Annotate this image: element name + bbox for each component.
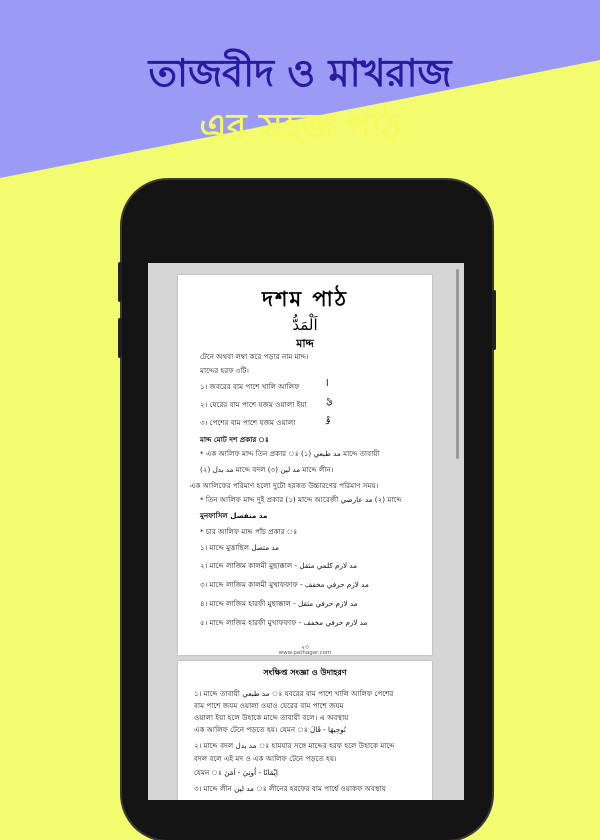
section-heading: মাদ্দ মোট দশ প্রকার ঃ xyxy=(200,435,269,444)
page-subtitle: মাদ্দ xyxy=(296,337,314,350)
arabic-title: اَلْمَدُّ xyxy=(292,316,318,334)
text-line: বাম পাশে জযম ওয়ালা ওয়াও যেরের বাম পাশে জযম xyxy=(194,701,344,710)
page-title: সংক্ষিপ্ত সংজ্ঞা ও উদাহরণ xyxy=(263,668,347,677)
text-line: ২। মাদ্দে লাজিম কালমী মুছাক্কাল - مد لازم كلمي مثقل xyxy=(200,561,357,570)
text-line: মাদ্দের হরফ ৩টি। xyxy=(200,366,250,375)
text-line: ৪। মাদ্দে লাজিম হারফী মুছাক্কাল - مد لازم حرفي مثقل xyxy=(200,599,358,608)
phone-power-button xyxy=(492,290,496,350)
text-line: টেনে অথবা লম্বা করে পড়ার নাম মাদ্দ। xyxy=(200,352,309,361)
text-line: ৩। পেশের বাম পাশে যজম ওয়ালা xyxy=(200,418,296,427)
text-line: এক আলিফ টেনে পড়তে হয়। যেমন ঃ نُوحِيهَا - قَالَ xyxy=(194,725,346,734)
book-page[interactable] xyxy=(178,661,432,800)
text-line: ১। মাদ্দে তাবায়ী مد طبعي ঃ যবরের বাম পাশে খালি আলিফ পেশের xyxy=(194,689,394,698)
text-line: * তিন আলিফ মাদ্দ দুই প্রকার (১) মাদ্দে আরেজী مد عارضي (২) মাদ্দে xyxy=(200,495,402,504)
text-line: ২। মাদ্দে বদল مد بدل ঃ হামযার সঙ্গে মাদ্দের হরফ হলে উহাকে মাদ্দে xyxy=(194,741,395,750)
text-line: এক আলিফের পরিমাণ হলো দুটো হরকত উচ্চারণের পরিমাণ সময়। xyxy=(190,481,379,490)
app-screen[interactable] xyxy=(148,263,464,800)
text-line: * এক আলিফ মাদ্দ তিন প্রকার ঃ (১) مد طبعي মাদ্দে তাবায়ী xyxy=(200,449,380,458)
text-line: ওয়ালা ইয়া হলে উহাকে মাদ্দে তাবায়ী বলে। এ অবস্থায় xyxy=(194,713,349,722)
arabic-letter: وْ xyxy=(326,415,331,425)
phone-volume-button xyxy=(118,262,122,302)
arabic-letter: ا xyxy=(326,379,329,389)
text-line: * চার আলিফ মাদ্দ পাঁচ প্রকার ঃ xyxy=(200,527,298,536)
text-line: ২। যেরের বাম পাশে যজম ওয়ালা ইয়া xyxy=(200,400,307,409)
banner-title: তাজবীদ ও মাখরাজ xyxy=(148,51,452,95)
page-title: দশম পাঠ xyxy=(262,287,348,311)
phone-volume-button xyxy=(118,318,122,358)
website-footer: www.pathagar.com xyxy=(278,650,332,656)
text-line: ৫। মাদ্দে লাজিম হারফী মুখাফফাফ - مد لازم حرفي مخفف xyxy=(200,618,368,627)
arabic-letter: يْ xyxy=(326,397,334,407)
text-line: মুনফাসিল مد منفصل xyxy=(200,511,268,520)
banner-subtitle: এর সহজ পাঠ xyxy=(199,107,401,148)
scrollbar[interactable] xyxy=(456,269,459,459)
page-number: ২৩ xyxy=(301,644,309,651)
text-line: ১। জবরের বাম পাশে খালি আলিফ xyxy=(200,382,300,391)
book-page[interactable] xyxy=(178,275,432,655)
text-line: ৩। মাদ্দে লাজিম কালমী মুখাফফাফ - مد لازم حرفي مخفف xyxy=(200,580,369,589)
text-line: যেমন ঃ اِيْمَانًا - اُوتِيَ - اَمَنَ xyxy=(194,768,278,777)
text-line: বদল বলে এই মদ ও এক আলিফ টেনে পড়তে হয়। xyxy=(194,754,337,763)
text-line: (২) مد بدل মাদ্দে বদল (৩) مد لين মাদ্দে লীন। xyxy=(200,465,334,474)
text-line: ৩। মাদ্দে লীন مد لين ঃ লীনের হরফের বাম পার্শ্বে ওয়াকফ অবস্থায় xyxy=(194,784,386,793)
text-line: ১। মাদ্দে মুত্তাছিল مد متصل xyxy=(200,543,279,552)
